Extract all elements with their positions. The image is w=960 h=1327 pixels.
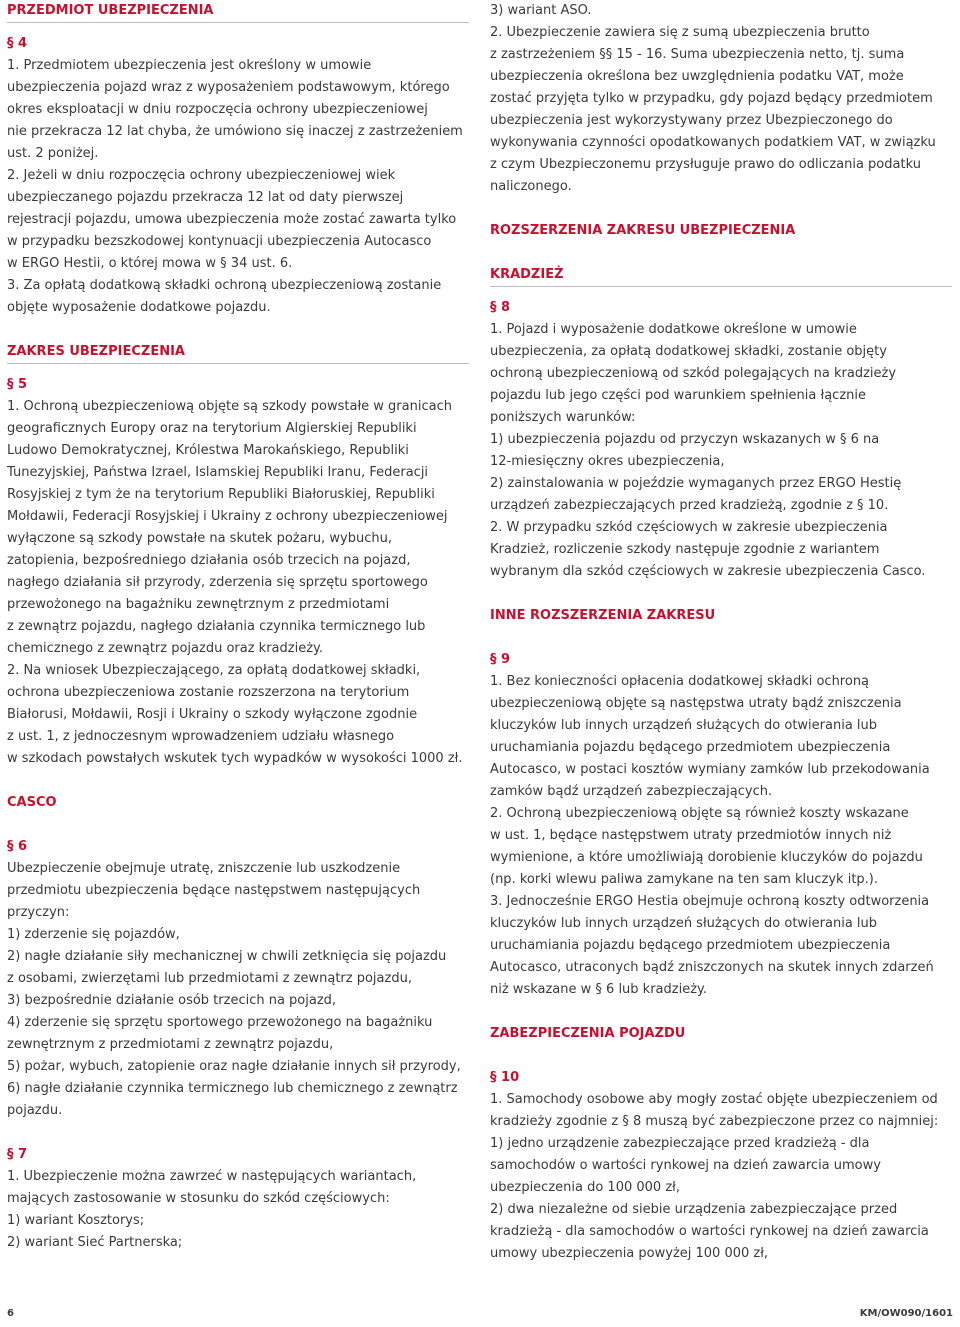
text-line: 3) wariant ASO. [490,3,592,18]
text-line: ubezpieczenia do 100 000 zł, [490,1180,680,1195]
paragraph-9-text [490,671,952,1001]
text-line: Autocasco, w postaci kosztów wymiany zamków lub przekodowania [490,762,930,777]
text-line: zatopienia, bezpośredniego działania osób trzecich na pojazd, [7,553,411,568]
text-line: 1. Przedmiotem ubezpieczenia jest określony w umowie [7,58,372,73]
text-line: z zastrzeżeniem §§ 15 - 16. Suma ubezpieczenia netto, tj. suma [490,47,905,62]
text-line: 6) nagłe działanie czynnika termicznego lub chemicznego z zewnątrz [7,1081,458,1096]
paragraph-8-text [490,319,952,583]
text-line: 4) zderzenie się sprzętu sportowego przewożonego na bagażniku [7,1015,433,1030]
paragraph-6-text [7,858,469,1122]
text-line: kluczyków lub innych urządzeń służących do otwierania lub [490,718,878,733]
text-line: naliczonego. [490,179,572,194]
paragraph-number-10: § 10 [490,1070,520,1085]
paragraph-number-6: § 6 [7,839,28,854]
text-line: nie przekracza 12 lat chyba, że umówiono się inaczej z zastrzeżeniem [7,124,463,139]
text-line: wymienione, a które umożliwiają dorobienie kluczyków do pojazdu [490,850,923,865]
paragraph-number-7: § 7 [7,1147,28,1162]
text-line: 2. Ochroną ubezpieczeniową objęte są również koszty wskazane [490,806,909,821]
paragraph-number-9: § 9 [490,652,511,667]
text-line: 3) bezpośrednie działanie osób trzecich na pojazd, [7,993,337,1008]
text-line: 1. Ochroną ubezpieczeniową objęte są szkody powstałe w granicach [7,399,452,414]
text-line: 2) wariant Sieć Partnerska; [7,1235,183,1250]
text-line: 2) dwa niezależne od siebie urządzenia zabezpieczające przed [490,1202,898,1217]
text-line: ochroną ubezpieczeniową od szkód polegających na kradzieży [490,366,897,381]
text-line: 3. Za opłatą dodatkową składki ochroną ubezpieczeniową zostanie [7,278,442,293]
text-line: Ludowo Demokratycznej, Królestwa Marokańskiego, Republiki [7,443,409,458]
text-line: rejestracji pojazdu, umowa ubezpieczenia może zostać zawarta tylko [7,212,457,227]
footer-page-number: 6 [7,1308,14,1319]
paragraph-number-4: § 4 [7,36,28,51]
text-line: ubezpieczenia pojazd wraz z wyposażeniem podstawowym, którego [7,80,450,95]
text-line: 1. Bez konieczności opłacenia dodatkowej składki ochroną [490,674,870,689]
text-line: w ust. 1, będące następstwem utraty przedmiotów innych niż [490,828,892,843]
text-line: 1) jedno urządzenie zabezpieczające przed kradzieżą - dla [490,1136,870,1151]
text-line: ust. 2 poniżej. [7,146,99,161]
text-line: kradzieży zgodnie z § 8 muszą być zabezpieczone przez co najmniej: [490,1114,939,1129]
left-column [7,0,469,1254]
text-line: objęte wyposażenie dodatkowe pojazdu. [7,300,271,315]
text-line: Kradzież, rozliczenie szkody następuje zgodnie z wariantem [490,542,880,557]
text-line: uruchamiania pojazdu będącego przedmiotem ubezpieczenia [490,740,891,755]
section-heading-subject: PRZEDMIOT UBEZPIECZENIA [7,3,214,18]
text-line: wyłączone są szkody powstałe na skutek pożaru, wybuchu, [7,531,392,546]
text-line: zamków bądź urządzeń zabezpieczających. [490,784,773,799]
text-line: chemicznego z zewnątrz pojazdu oraz kradzieży. [7,641,323,656]
text-line: z czym Ubezpieczonemu przysługuje prawo do odliczania podatku [490,157,921,172]
section-heading-casco: CASCO [7,795,57,810]
text-line: pojazdu. [7,1103,63,1118]
section-heading-scope: ZAKRES UBEZPIECZENIA [7,344,185,359]
text-line: zewnętrznym z przedmiotami z zewnątrz pojazdu, [7,1037,334,1052]
right-column [490,0,952,1265]
text-line: poniższych warunków: [490,410,636,425]
text-line: 5) pożar, wybuch, zatopienie oraz nagłe działanie innych sił przyrody, [7,1059,461,1074]
text-line: 2) nagłe działanie siły mechanicznej w chwili zetknięcia się pojazdu [7,949,447,964]
text-line: Ubezpieczenie obejmuje utratę, zniszczenie lub uszkodzenie [7,861,401,876]
text-line: Mołdawii, Federacji Rosyjskiej i Ukrainy z ochrony ubezpieczeniowej [7,509,448,524]
paragraph-5-text [7,396,469,770]
text-line: 2. Na wniosek Ubezpieczającego, za opłatą dodatkowej składki, [7,663,421,678]
section-heading-extensions: ROZSZERZENIA ZAKRESU UBEZPIECZENIA [490,223,796,238]
text-line: 1. Pojazd i wyposażenie dodatkowe określone w umowie [490,322,857,337]
text-line: w przypadku bezszkodowej kontynuacji ubezpieczenia Autocasco [7,234,432,249]
text-line: nagłego działania sił przyrody, zderzenia się sprzętu sportowego [7,575,428,590]
text-line: Autocasco, utraconych bądź zniszczonych na skutek innych zdarzeń [490,960,934,975]
text-line: ubezpieczenia jest wykorzystywany przez Ubezpieczonego do [490,113,893,128]
text-line: 2) zainstalowania w pojeździe wymaganych przez ERGO Hestię [490,476,902,491]
paragraph-number-5: § 5 [7,377,28,392]
text-line: urządzeń zabezpieczających przed kradzieżą, zgodnie z § 10. [490,498,889,513]
paragraph-10-text [490,1089,952,1265]
section-heading-other-extensions: INNE ROZSZERZENIA ZAKRESU [490,608,716,623]
paragraph-4-text [7,55,469,319]
text-line: ubezpieczenia określona bez uwzględnienia podatku VAT, może [490,69,904,84]
text-line: 2. Jeżeli w dniu rozpoczęcia ochrony ubezpieczeniowej wiek [7,168,396,183]
text-line: niż wskazane w § 6 lub kradzieży. [490,982,707,997]
text-line: z osobami, zwierzętami lub przedmiotami z zewnątrz pojazdu, [7,971,412,986]
text-line: okres eksploatacji w dniu rozpoczęcia ochrony ubezpieczeniowej [7,102,428,117]
footer-document-code: KM/OW090/1601 [859,1308,953,1319]
paragraph-number-8: § 8 [490,300,511,315]
text-line: ochrona ubezpieczeniowa zostanie rozszerzona na terytorium [7,685,410,700]
text-line: Tunezyjskiej, Państwa Izrael, Islamskiej Republiki Iranu, Federacji [7,465,429,480]
text-line: przyczyn: [7,905,70,920]
text-line: z zewnątrz pojazdu, nagłego działania czynnika termicznego lub [7,619,426,634]
paragraph-7-text [7,1166,469,1254]
text-line: przewożonego na bagażniku zewnętrznym z przedmiotami [7,597,390,612]
text-line: mających zastosowanie w stosunku do szkód częściowych: [7,1191,390,1206]
text-line: 3. Jednocześnie ERGO Hestia obejmuje ochroną koszty odtworzenia [490,894,930,909]
text-line: 2. Ubezpieczenie zawiera się z sumą ubezpieczenia brutto [490,25,870,40]
text-line: umowy ubezpieczenia powyżej 100 000 zł, [490,1246,769,1261]
text-line: 1) wariant Kosztorys; [7,1213,145,1228]
text-line: kradzieżą - dla samochodów o wartości rynkowej na dzień zawarcia [490,1224,929,1239]
text-line: geograficznych Europy oraz na terytorium Algierskiej Republiki [7,421,417,436]
text-line: w ERGO Hestii, o której mowa w § 34 ust. 6. [7,256,293,271]
text-line: Rosyjskiej z tym że na terytorium Republiki Białoruskiej, Republiki [7,487,435,502]
text-line: Białorusi, Mołdawii, Rosji i Ukrainy o szkody wyłączone zgodnie [7,707,418,722]
text-line: 1) ubezpieczenia pojazdu od przyczyn wskazanych w § 6 na [490,432,880,447]
text-line: wykonywania czynności opodatkowanych podatkiem VAT, w związku [490,135,936,150]
text-line: wybranym dla szkód częściowych w zakresie ubezpieczenia Casco. [490,564,926,579]
text-line: 1. Ubezpieczenie można zawrzeć w następujących wariantach, [7,1169,417,1184]
text-line: ubezpieczeniową objęte są następstwa utraty bądź zniszczenia [490,696,902,711]
paragraph-7-continued-text [490,0,952,198]
section-heading-theft: KRADZIEŻ [490,267,564,282]
text-line: w szkodach powstałych wskutek tych wypadków w wysokości 1000 zł. [7,751,463,766]
text-line: z ust. 1, z jednoczesnym wprowadzeniem udziału własnego [7,729,395,744]
text-line: (np. korki wlewu paliwa zamykane na ten sam kluczyk itp.). [490,872,879,887]
text-line: 1. Samochody osobowe aby mogły zostać objęte ubezpieczeniem od [490,1092,938,1107]
text-line: kluczyków lub innych urządzeń służących do otwierania lub [490,916,878,931]
text-line: zostać przyjęta tylko w przypadku, gdy pojazd będący przedmiotem [490,91,933,106]
text-line: 2. W przypadku szkód częściowych w zakresie ubezpieczenia [490,520,888,535]
text-line: pojazdu lub jego części pod warunkiem spełnienia łącznie [490,388,866,403]
text-line: ubezpieczenia, za opłatą dodatkowej składki, zostanie objęty [490,344,887,359]
text-line: 12-miesięczny okres ubezpieczenia, [490,454,725,469]
text-line: ubezpieczanego pojazdu przekracza 12 lat od daty pierwszej [7,190,404,205]
text-line: samochodów o wartości rynkowej na dzień zawarcia umowy [490,1158,881,1173]
text-line: uruchamiania pojazdu będącego przedmiotem ubezpieczenia [490,938,891,953]
text-line: przedmiotu ubezpieczenia będące następstwem następujących [7,883,421,898]
section-heading-vehicle-security: ZABEZPIECZENIA POJAZDU [490,1026,686,1041]
text-line: 1) zderzenie się pojazdów, [7,927,180,942]
